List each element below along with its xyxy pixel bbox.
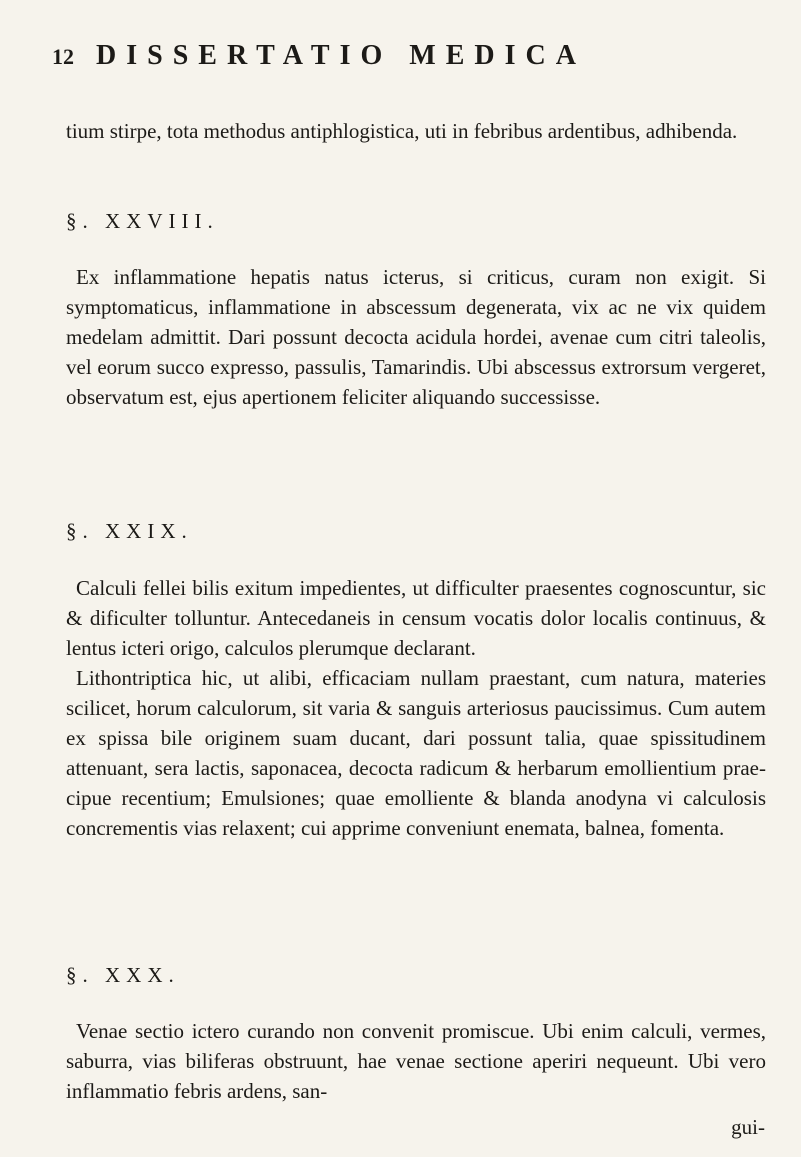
paragraph-text: tium stirpe, tota methodus antiphlogistica, uti in febribus ardentibus, adhibenda.	[66, 119, 738, 143]
page-header	[52, 40, 772, 72]
section-heading-30	[66, 960, 766, 990]
section-heading-28	[66, 206, 766, 236]
paragraph-text: Calculi fellei bilis exitum impedientes, ut difficulter praesentes cognoscuntur, sic & dificulter tolluntur. Antecedaneis in censum vocatis dolor localis continuus, & lentus icteri origo, calculos plerumque declarant.	[66, 576, 766, 660]
running-title: DISSERTATIO MEDICA	[96, 40, 586, 71]
paragraph-text: Lithontriptica hic, ut alibi, efficaciam nullam praestant, cum natura, materies scilicet, horum calculorum, sit varia & sanguis arteriosus paucissimus. Cum autem ex spissa bile originem suam ducant, dari possunt talia, quae spissitudinem attenuant, sera lactis, saponacea, decocta radicum & herbarum emollientium praecipue recentium; Emulsiones; quae emolliente & blanda anodyna vi calculosis concrementis vias relaxent; cui apprime conveniunt enemata, balnea, fomenta.	[66, 666, 766, 840]
section-number: §. XXVIII.	[66, 209, 219, 233]
section-number: §. XXIX.	[66, 519, 193, 543]
page-number: 12	[52, 44, 74, 69]
catchword: gui-	[731, 1115, 765, 1139]
paragraph-continuation	[66, 116, 766, 146]
paragraph-text: Ex inflammatione hepatis natus icterus, si criticus, curam non exigit. Si symptomaticus, inflammatione in abscessum degenerata, vix ac ne vix quidem medelam admittit. Dari possunt decocta acidula hordei, avenae cum citri taleolis, vel eorum succo expresso, passulis, Tamarindis. Ubi abscessus extrorsum vergeret, observatum est, ejus apertionem feliciter aliquando successisse.	[66, 265, 766, 409]
section-29-body	[66, 573, 766, 843]
section-heading-29	[66, 516, 766, 546]
section-number: §. XXX.	[66, 963, 180, 987]
paragraph-text: Venae sectio ictero curando non convenit promiscue. Ubi enim calculi, vermes, saburra, vias biliferas obstruunt, hae venae sectione aperiri nequeunt. Ubi vero inflammatio febris ardens, san-	[66, 1019, 766, 1103]
section-30-body	[66, 1016, 766, 1106]
section-28-body	[66, 262, 766, 412]
